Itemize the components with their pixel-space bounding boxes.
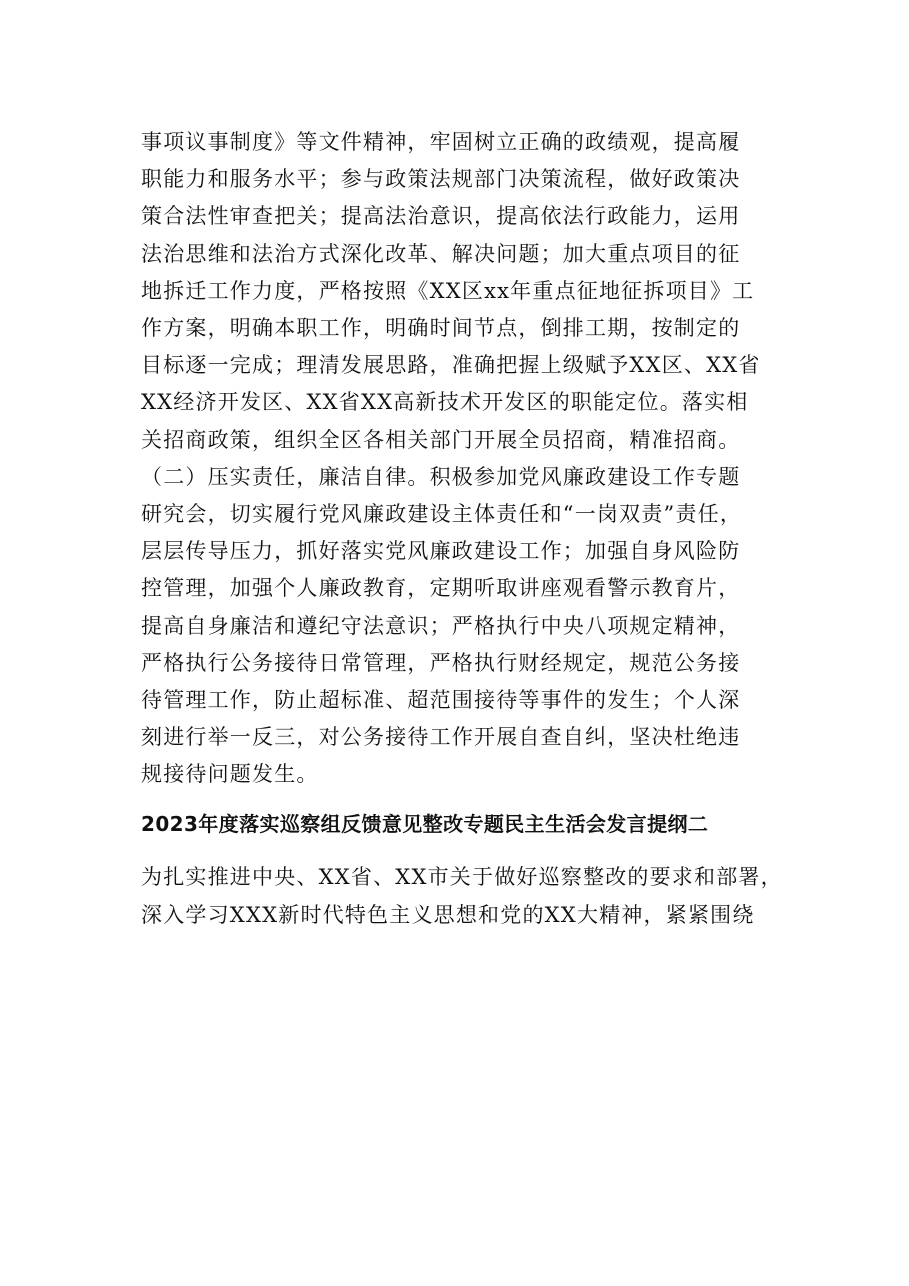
text-line: 刻进行举一反三，对公务接待工作开展自查自纠，坚决杜绝违: [141, 725, 741, 750]
text-line: 提高自身廉洁和遵纪守法意识；严格执行中央八项规定精神，: [141, 613, 741, 638]
text-line: 控管理，加强个人廉政教育，定期听取讲座观看警示教育片，: [141, 576, 741, 601]
text-line: 研究会，切实履行党风廉政建设主体责任和“一岗双责”责任，: [141, 502, 743, 527]
text-line: 待管理工作，防止超标准、超范围接待等事件的发生；个人深: [141, 688, 741, 713]
paragraph-duty-performance: [141, 124, 781, 459]
text-line: 法治思维和法治方式深化改革、解决问题；加大重点项目的征: [141, 241, 741, 266]
section-heading: 2023年度落实巡察组反馈意见整改专题民主生活会发言提纲二: [141, 811, 709, 836]
text-line: 规接待问题发生。: [141, 762, 319, 787]
text-line: XX经济开发区、XX省XX高新技术开发区的职能定位。落实相: [141, 390, 749, 415]
text-line: 职能力和服务水平；参与政策法规部门决策流程，做好政策决: [141, 167, 741, 192]
paragraph-integrity: [141, 459, 781, 794]
text-line: 目标逐一完成；理清发展思路，准确把握上级赋予XX区、XX省: [141, 353, 761, 378]
text-line: 为扎实推进中央、XX省、XX市关于做好巡察整改的要求和部署，: [141, 865, 783, 890]
text-line: 严格执行公务接待日常管理，严格执行财经规定，规范公务接: [141, 650, 741, 675]
document-body: [141, 124, 781, 934]
text-line: 层层传导压力，抓好落实党风廉政建设工作；加强自身风险防: [141, 539, 741, 564]
paragraph-intro: [141, 859, 781, 933]
text-line: 关招商政策，组织全区各相关部门开展全员招商，精准招商。: [141, 427, 741, 452]
text-line: 策合法性审查把关；提高法治意识，提高依法行政能力，运用: [141, 204, 741, 229]
text-line: 作方案，明确本职工作，明确时间节点，倒排工期，按制定的: [141, 316, 741, 341]
text-line: 地拆迁工作力度，严格按照《XX区xx年重点征地征拆项目》工: [141, 278, 755, 303]
text-line: 深入学习XXX新时代特色主义思想和党的XX大精神，紧紧围绕: [141, 902, 755, 927]
text-line: （二）压实责任，廉洁自律。积极参加党风廉政建设工作专题: [141, 464, 741, 489]
text-line: 事项议事制度》等文件精神，牢固树立正确的政绩观，提高履: [141, 130, 741, 154]
